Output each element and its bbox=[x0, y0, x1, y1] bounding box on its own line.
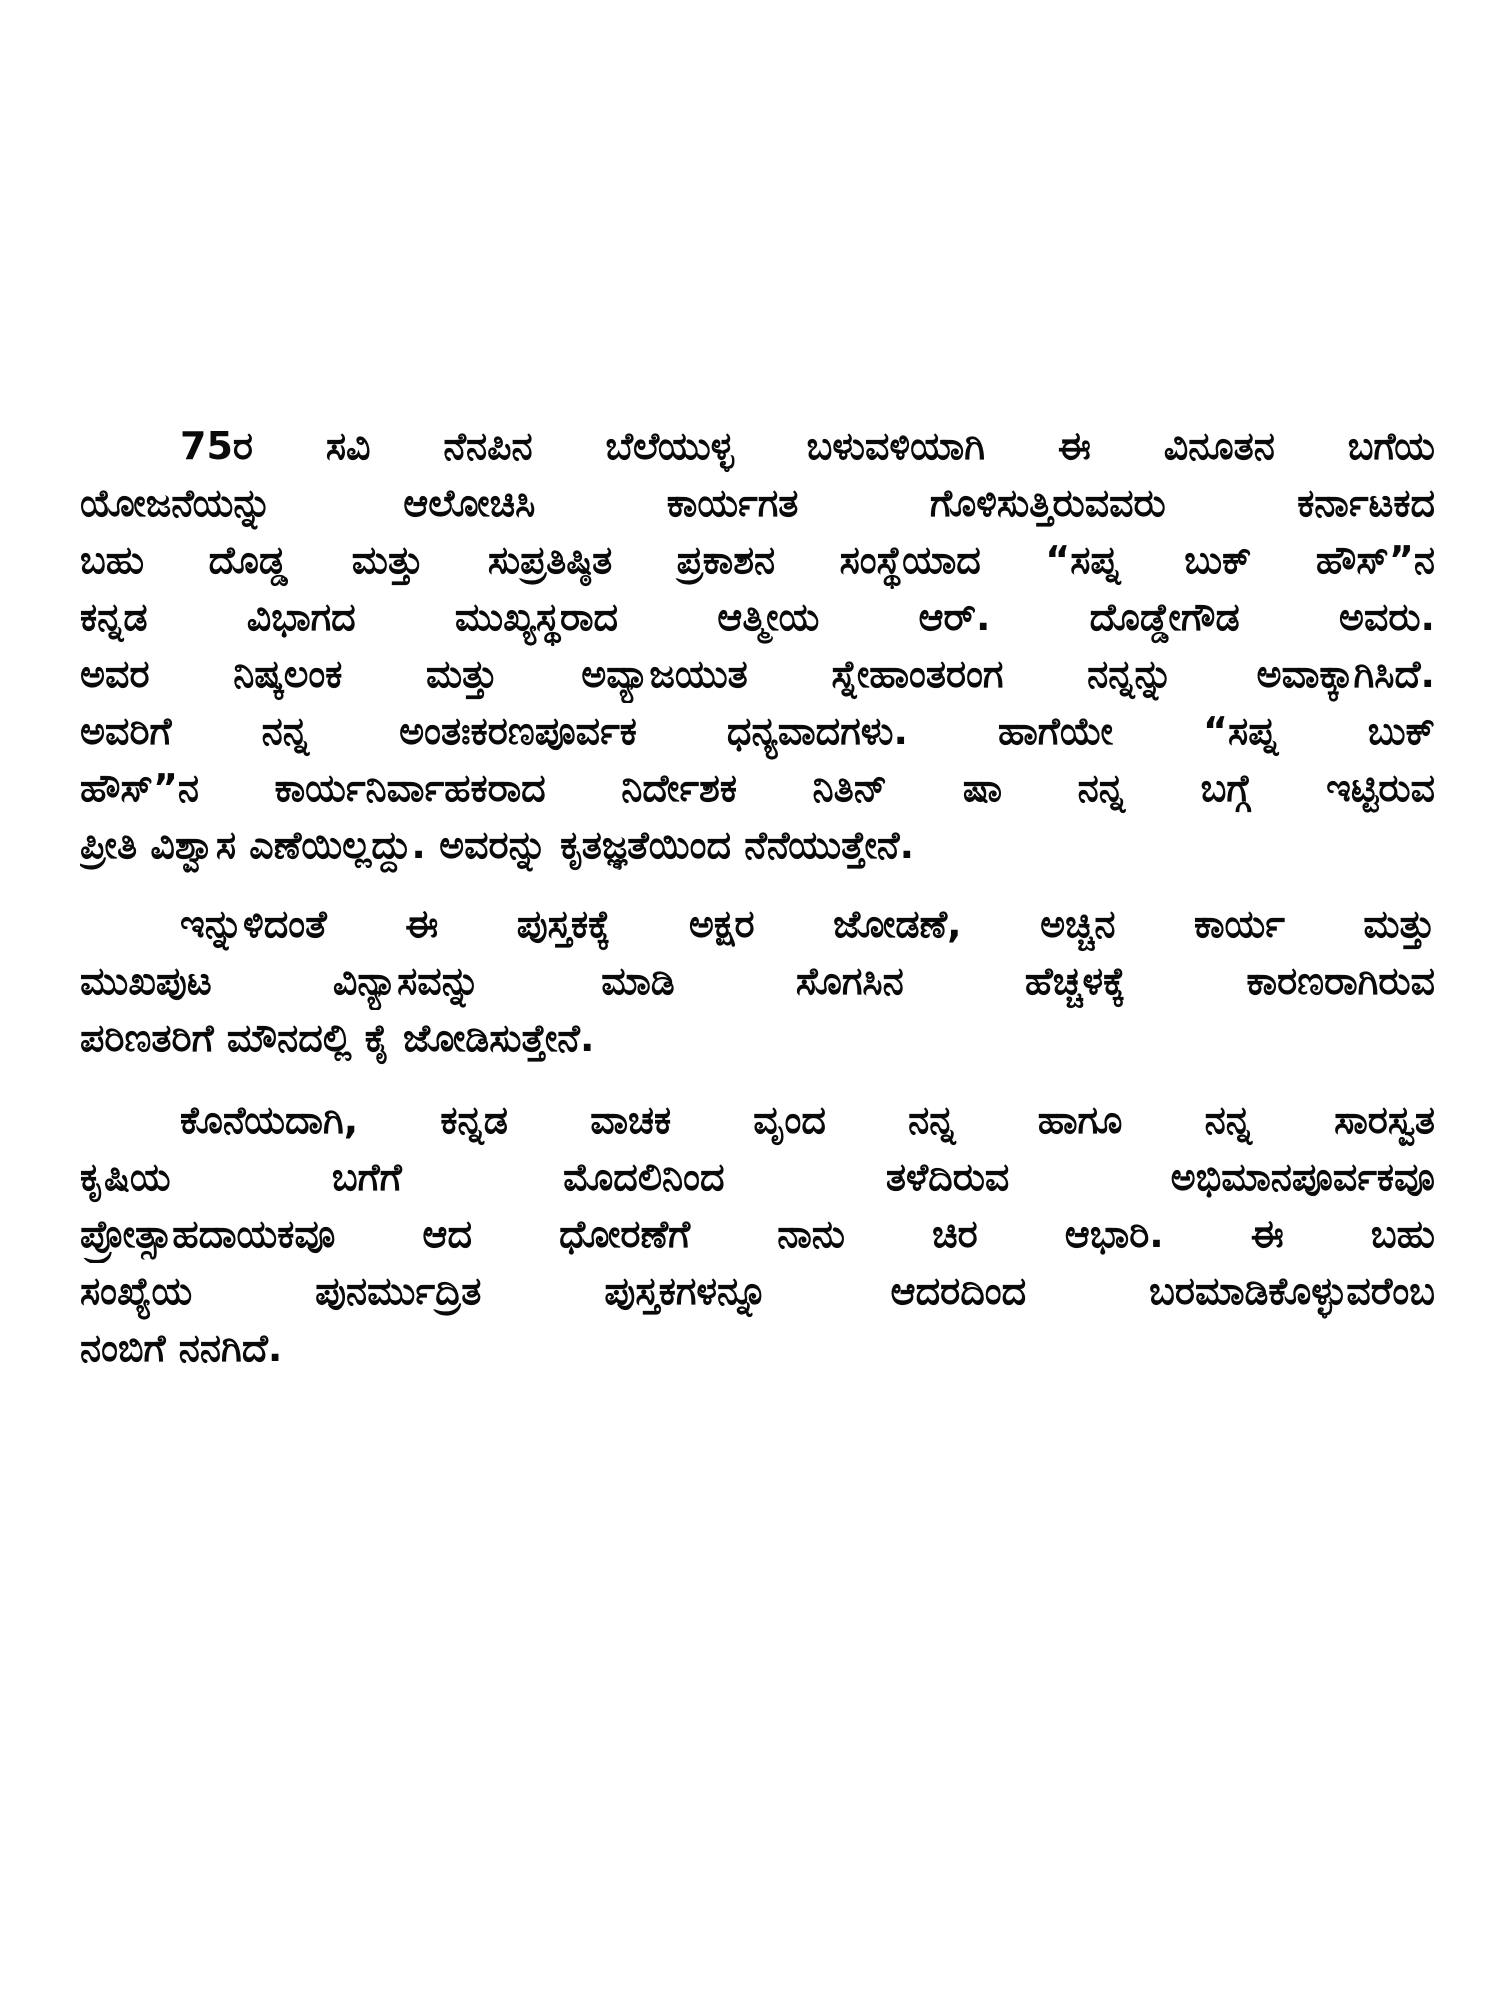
text-line: 75ರ ಸವಿ ನೆನಪಿನ ಬೆಲೆಯುಳ್ಳ ಬಳುವಳಿಯಾಗಿ ಈ ವಿನೂತನ ಬಗೆಯ bbox=[180, 424, 1435, 468]
text-line: ಪ್ರೋತ್ಸಾಹದಾಯಕವೂ ಆದ ಧೋರಣೆಗೆ ನಾನು ಚಿರ ಆಭಾರಿ. ಈ ಬಹು bbox=[80, 1212, 1435, 1256]
text-line: ಇನ್ನುಳಿದಂತೆ ಈ ಪುಸ್ತಕಕ್ಕೆ ಅಕ್ಷರ ಜೋಡಣೆ, ಅಚ್ಚಿನ ಕಾರ್ಯ ಮತ್ತು bbox=[180, 902, 1435, 946]
text-line: ನಂಬಿಗೆ ನನಗಿದೆ. bbox=[80, 1326, 283, 1370]
text-line: ಪ್ರೀತಿ ವಿಶ್ವಾಸ ಎಣೆಯಿಲ್ಲದ್ದು. ಅವರನ್ನು ಕೃತಜ್ಞತೆಯಿಂದ ನೆನೆಯುತ್ತೇನೆ. bbox=[80, 823, 915, 867]
body-text bbox=[80, 418, 1435, 1377]
paragraph-3 bbox=[80, 1092, 1435, 1377]
paragraph-1 bbox=[80, 418, 1435, 874]
text-line: ಪರಿಣತರಿಗೆ ಮೌನದಲ್ಲಿ ಕೈ ಜೋಡಿಸುತ್ತೇನೆ. bbox=[80, 1016, 595, 1060]
text-line: ಸಂಖ್ಯೆಯ ಪುನರ್ಮುದ್ರಿತ ಪುಸ್ತಕಗಳನ್ನೂ ಆದರದಿಂದ ಬರಮಾಡಿಕೊಳ್ಳುವರೆಂಬ bbox=[80, 1269, 1435, 1313]
text-line: ಅವರ ನಿಷ್ಕಲಂಕ ಮತ್ತು ಅವ್ಯಾಜಯುತ ಸ್ನೇಹಾಂತರಂಗ ನನ್ನನ್ನು ಅವಾಕ್ಕಾಗಿಸಿದೆ. bbox=[80, 652, 1435, 696]
text-line: ಮುಖಪುಟ ವಿನ್ಯಾಸವನ್ನು ಮಾಡಿ ಸೊಗಸಿನ ಹೆಚ್ಚಳಕ್ಕೆ ಕಾರಣರಾಗಿರುವ bbox=[80, 959, 1435, 1003]
text-line: ಕನ್ನಡ ವಿಭಾಗದ ಮುಖ್ಯಸ್ಥರಾದ ಆತ್ಮೀಯ ಆರ್. ದೊಡ್ಡೇಗೌಡ ಅವರು. bbox=[80, 595, 1435, 639]
text-line: ಹೌಸ್”ನ ಕಾರ್ಯನಿರ್ವಾಹಕರಾದ ನಿರ್ದೇಶಕ ನಿತಿನ್ ಷಾ ನನ್ನ ಬಗ್ಗೆ ಇಟ್ಟಿರುವ bbox=[80, 766, 1435, 810]
text-line: ಕೃಷಿಯ ಬಗೆಗೆ ಮೊದಲಿನಿಂದ ತಳೆದಿರುವ ಅಭಿಮಾನಪೂರ್ವಕವೂ bbox=[80, 1155, 1435, 1199]
paragraph-2 bbox=[80, 896, 1435, 1067]
text-line: ಬಹು ದೊಡ್ಡ ಮತ್ತು ಸುಪ್ರತಿಷ್ಠಿತ ಪ್ರಕಾಶನ ಸಂಸ್ಥೆಯಾದ “ಸಪ್ನ ಬುಕ್ ಹೌಸ್”ನ bbox=[80, 538, 1435, 582]
text-line: ಯೋಜನೆಯನ್ನು ಆಲೋಚಿಸಿ ಕಾರ್ಯಗತ ಗೊಳಿಸುತ್ತಿರುವವರು ಕರ್ನಾಟಕದ bbox=[80, 481, 1435, 525]
text-line: ಅವರಿಗೆ ನನ್ನ ಅಂತಃಕರಣಪೂರ್ವಕ ಧನ್ಯವಾದಗಳು. ಹಾಗೆಯೇ “ಸಪ್ನ ಬುಕ್ bbox=[80, 709, 1435, 753]
text-line: ಕೊನೆಯದಾಗಿ, ಕನ್ನಡ ವಾಚಕ ವೃಂದ ನನ್ನ ಹಾಗೂ ನನ್ನ ಸಾರಸ್ವತ bbox=[180, 1098, 1435, 1142]
